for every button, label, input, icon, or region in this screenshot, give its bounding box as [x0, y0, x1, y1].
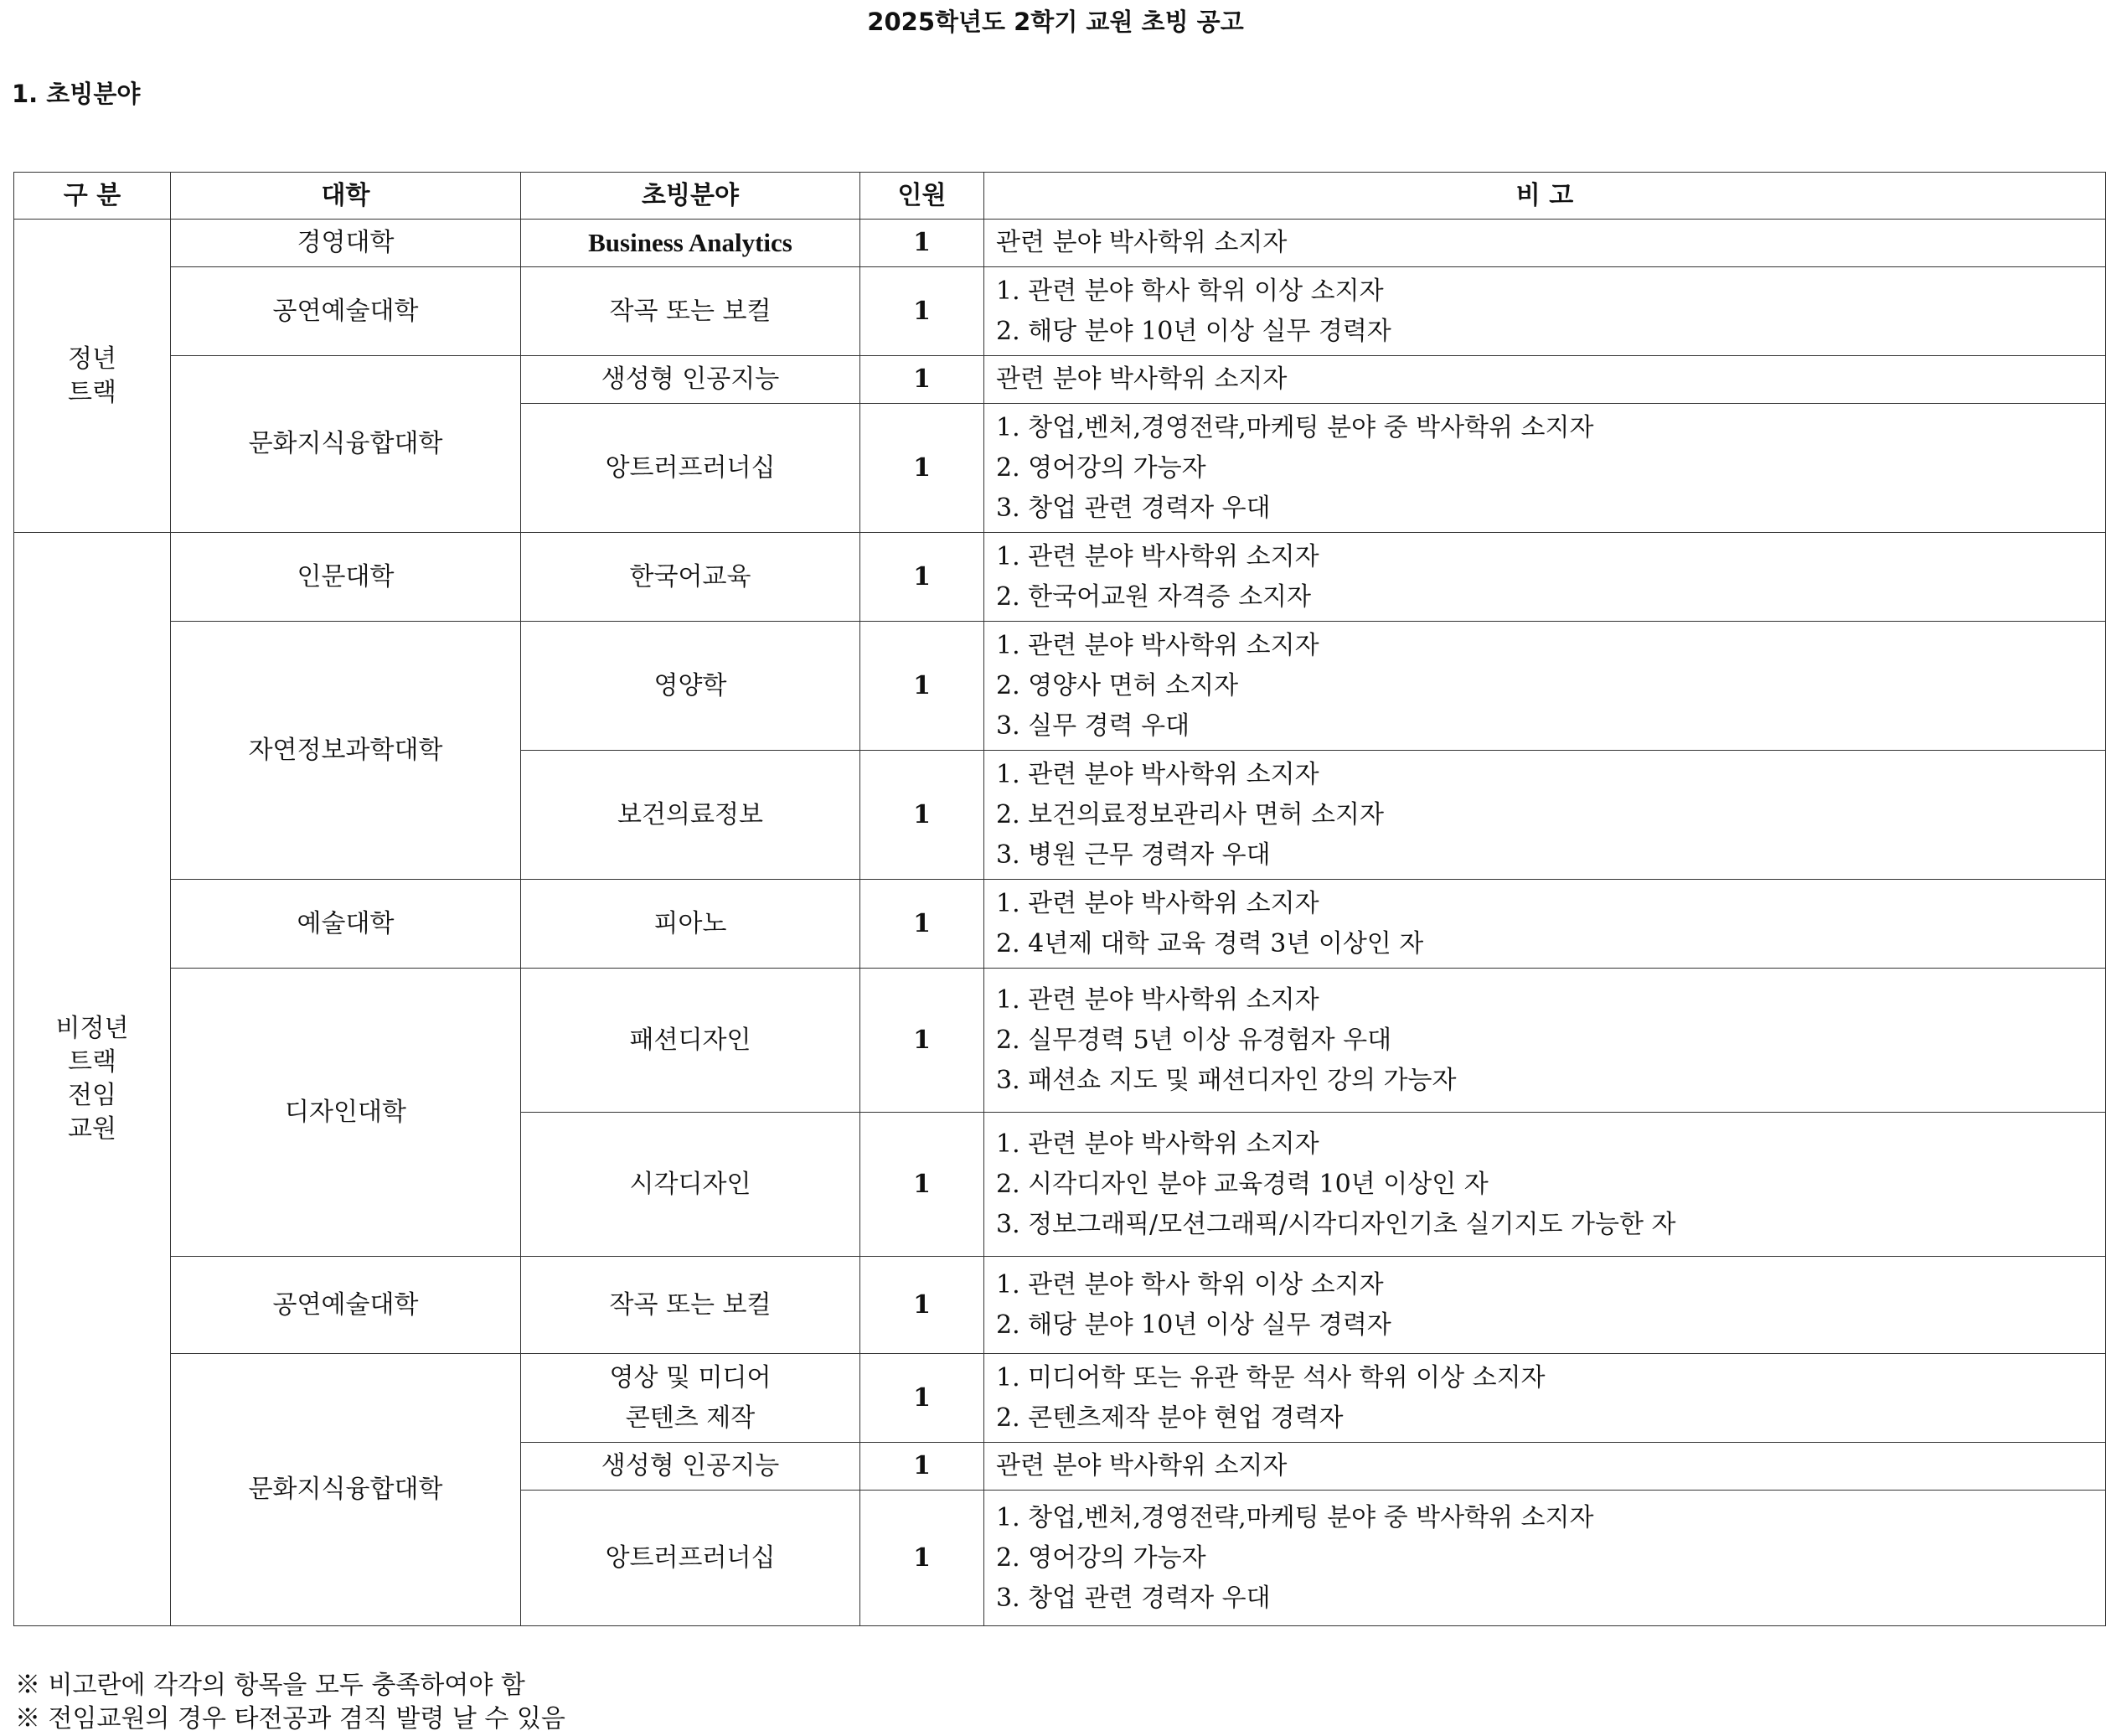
field-cell	[521, 533, 860, 622]
remark-line: 3. 정보그래픽/모션그래픽/시각디자인기초 실기지도 가능한 자	[996, 1209, 1676, 1239]
field-name: 앙트러프러너십	[605, 1542, 776, 1573]
remark-line: 2. 해당 분야 10년 이상 실무 경력자	[996, 316, 1391, 346]
headcount-cell: 1	[860, 1491, 984, 1626]
college-cell: 공연예술대학	[171, 1257, 521, 1354]
field-name: 피아노	[653, 908, 727, 938]
remarks-cell	[984, 404, 2106, 533]
table-row	[14, 267, 2106, 356]
field-name: 생성형 인공지능	[601, 364, 780, 394]
remark-line: 1. 창업,벤처,경영전략,마케팅 분야 중 박사학위 소지자	[996, 1502, 1594, 1532]
remark-line: 1. 관련 분야 박사학위 소지자	[996, 888, 1319, 918]
footnotes	[15, 1669, 565, 1736]
remark-line: 1. 관련 분야 박사학위 소지자	[996, 984, 1319, 1015]
remark-line: 2. 실무경력 5년 이상 유경험자 우대	[996, 1025, 1392, 1055]
field-name: 생성형 인공지능	[601, 1451, 780, 1480]
field-name: 영상 및 미디어	[609, 1362, 772, 1392]
remark-line: 3. 창업 관련 경력자 우대	[996, 493, 1271, 523]
table-row	[14, 220, 2106, 267]
table-row	[14, 1354, 2106, 1443]
track-category-label: 전임	[68, 1081, 116, 1110]
headcount-cell: 1	[860, 1257, 984, 1354]
remark-line: 1. 관련 분야 박사학위 소지자	[996, 1129, 1319, 1159]
remark-line: 1. 관련 분야 박사학위 소지자	[996, 759, 1319, 789]
remarks-cell	[984, 622, 2106, 751]
table-row	[14, 969, 2106, 1113]
headcount-cell: 1	[860, 1113, 984, 1257]
track-category-label: 교원	[68, 1114, 116, 1144]
headcount-cell: 1	[860, 356, 984, 404]
table-header-row	[14, 173, 2106, 220]
recruitment-table	[13, 172, 2106, 1626]
header-field: 초빙분야	[521, 173, 860, 220]
track-category-label: 트랙	[68, 377, 116, 407]
remark-line: 관련 분야 박사학위 소지자	[996, 364, 1288, 394]
remarks-cell	[984, 1113, 2106, 1257]
footnote: ※ 비고란에 각각의 항목을 모두 충족하여야 함	[15, 1671, 525, 1700]
field-cell	[521, 220, 860, 267]
headcount-cell: 1	[860, 880, 984, 969]
headcount-cell: 1	[860, 1443, 984, 1491]
field-name: 한국어교육	[629, 561, 751, 592]
college-cell: 문화지식융합대학	[171, 356, 521, 533]
headcount-cell: 1	[860, 1354, 984, 1443]
field-cell	[521, 404, 860, 533]
remark-line: 2. 해당 분야 10년 이상 실무 경력자	[996, 1310, 1391, 1340]
remark-line: 2. 시각디자인 분야 교육경력 10년 이상인 자	[996, 1169, 1489, 1199]
remark-line: 1. 관련 분야 학사 학위 이상 소지자	[996, 1269, 1384, 1299]
field-cell	[521, 1113, 860, 1257]
remarks-cell	[984, 751, 2106, 880]
remark-line: 3. 창업 관련 경력자 우대	[996, 1583, 1271, 1613]
remarks-cell	[984, 533, 2106, 622]
headcount-cell: 1	[860, 533, 984, 622]
remark-line: 2. 영어강의 가능자	[996, 452, 1206, 483]
field-cell	[521, 1491, 860, 1626]
table-row	[14, 1257, 2106, 1354]
remark-line: 1. 창업,벤처,경영전략,마케팅 분야 중 박사학위 소지자	[996, 412, 1594, 442]
header-college: 대학	[171, 173, 521, 220]
field-cell	[521, 356, 860, 404]
remark-line: 3. 패션쇼 지도 및 패션디자인 강의 가능자	[996, 1065, 1457, 1095]
college-cell: 예술대학	[171, 880, 521, 969]
table-row	[14, 533, 2106, 622]
remark-line: 2. 영양사 면허 소지자	[996, 670, 1239, 700]
field-name: 패션디자인	[629, 1025, 751, 1055]
remark-line: 관련 분야 박사학위 소지자	[996, 1451, 1288, 1480]
header-count: 인원	[860, 173, 984, 220]
field-cell	[521, 969, 860, 1113]
document-title: 2025학년도 2학기 교원 초빙 공고	[867, 8, 1244, 36]
field-name: 작곡 또는 보컬	[609, 296, 772, 326]
table-body	[14, 220, 2106, 1626]
field-cell	[521, 880, 860, 969]
field-name: 시각디자인	[629, 1169, 751, 1199]
remark-line: 2. 보건의료정보관리사 면허 소지자	[996, 799, 1384, 829]
table-row	[14, 622, 2106, 751]
remark-line: 1. 관련 분야 박사학위 소지자	[996, 630, 1319, 660]
table-row	[14, 880, 2106, 969]
field-cell	[521, 1443, 860, 1491]
track-category-label: 비정년	[55, 1014, 129, 1043]
field-name: 앙트러프러너십	[605, 452, 776, 483]
track-category-cell	[14, 533, 171, 1626]
remarks-cell	[984, 969, 2106, 1113]
remarks-cell	[984, 1443, 2106, 1491]
field-name: 콘텐츠 제작	[625, 1403, 756, 1433]
field-name: Business Analytics	[588, 228, 792, 257]
remark-line: 2. 콘텐츠제작 분야 현업 경력자	[996, 1403, 1344, 1433]
remarks-cell	[984, 1257, 2106, 1354]
field-name: 작곡 또는 보컬	[609, 1289, 772, 1320]
remark-line: 3. 실무 경력 우대	[996, 710, 1190, 741]
footnote: ※ 전임교원의 경우 타전공과 겸직 발령 날 수 있음	[15, 1704, 565, 1733]
track-category-label: 트랙	[68, 1047, 116, 1077]
remarks-cell	[984, 880, 2106, 969]
section-heading: 1. 초빙분야	[12, 80, 141, 108]
headcount-cell: 1	[860, 404, 984, 533]
field-cell	[521, 1354, 860, 1443]
field-cell	[521, 1257, 860, 1354]
headcount-cell: 1	[860, 267, 984, 356]
field-cell	[521, 267, 860, 356]
field-name: 영양학	[653, 670, 727, 700]
college-cell: 문화지식융합대학	[171, 1354, 521, 1626]
remarks-cell	[984, 356, 2106, 404]
remark-line: 1. 관련 분야 학사 학위 이상 소지자	[996, 276, 1384, 306]
field-cell	[521, 622, 860, 751]
header-remarks: 비 고	[984, 173, 2106, 220]
track-category-cell	[14, 220, 171, 533]
remark-line: 1. 관련 분야 박사학위 소지자	[996, 541, 1319, 571]
remarks-cell	[984, 1354, 2106, 1443]
remark-line: 2. 4년제 대학 교육 경력 3년 이상인 자	[996, 928, 1424, 958]
track-category-label: 정년	[68, 344, 116, 374]
remark-line: 3. 병원 근무 경력자 우대	[996, 840, 1271, 870]
remark-line: 관련 분야 박사학위 소지자	[996, 228, 1288, 257]
headcount-cell: 1	[860, 622, 984, 751]
headcount-cell: 1	[860, 969, 984, 1113]
remarks-cell	[984, 267, 2106, 356]
headcount-cell: 1	[860, 220, 984, 267]
table-row	[14, 356, 2106, 404]
field-name: 보건의료정보	[617, 799, 763, 829]
remark-line: 1. 미디어학 또는 유관 학문 석사 학위 이상 소지자	[996, 1362, 1546, 1392]
college-cell: 경영대학	[171, 220, 521, 267]
remarks-cell	[984, 220, 2106, 267]
remarks-cell	[984, 1491, 2106, 1626]
remark-line: 2. 한국어교원 자격증 소지자	[996, 581, 1312, 612]
field-cell	[521, 751, 860, 880]
college-cell: 공연예술대학	[171, 267, 521, 356]
remark-line: 2. 영어강의 가능자	[996, 1542, 1206, 1573]
college-cell: 자연정보과학대학	[171, 622, 521, 880]
college-cell: 디자인대학	[171, 969, 521, 1257]
headcount-cell: 1	[860, 751, 984, 880]
college-cell: 인문대학	[171, 533, 521, 622]
header-category: 구 분	[14, 173, 171, 220]
